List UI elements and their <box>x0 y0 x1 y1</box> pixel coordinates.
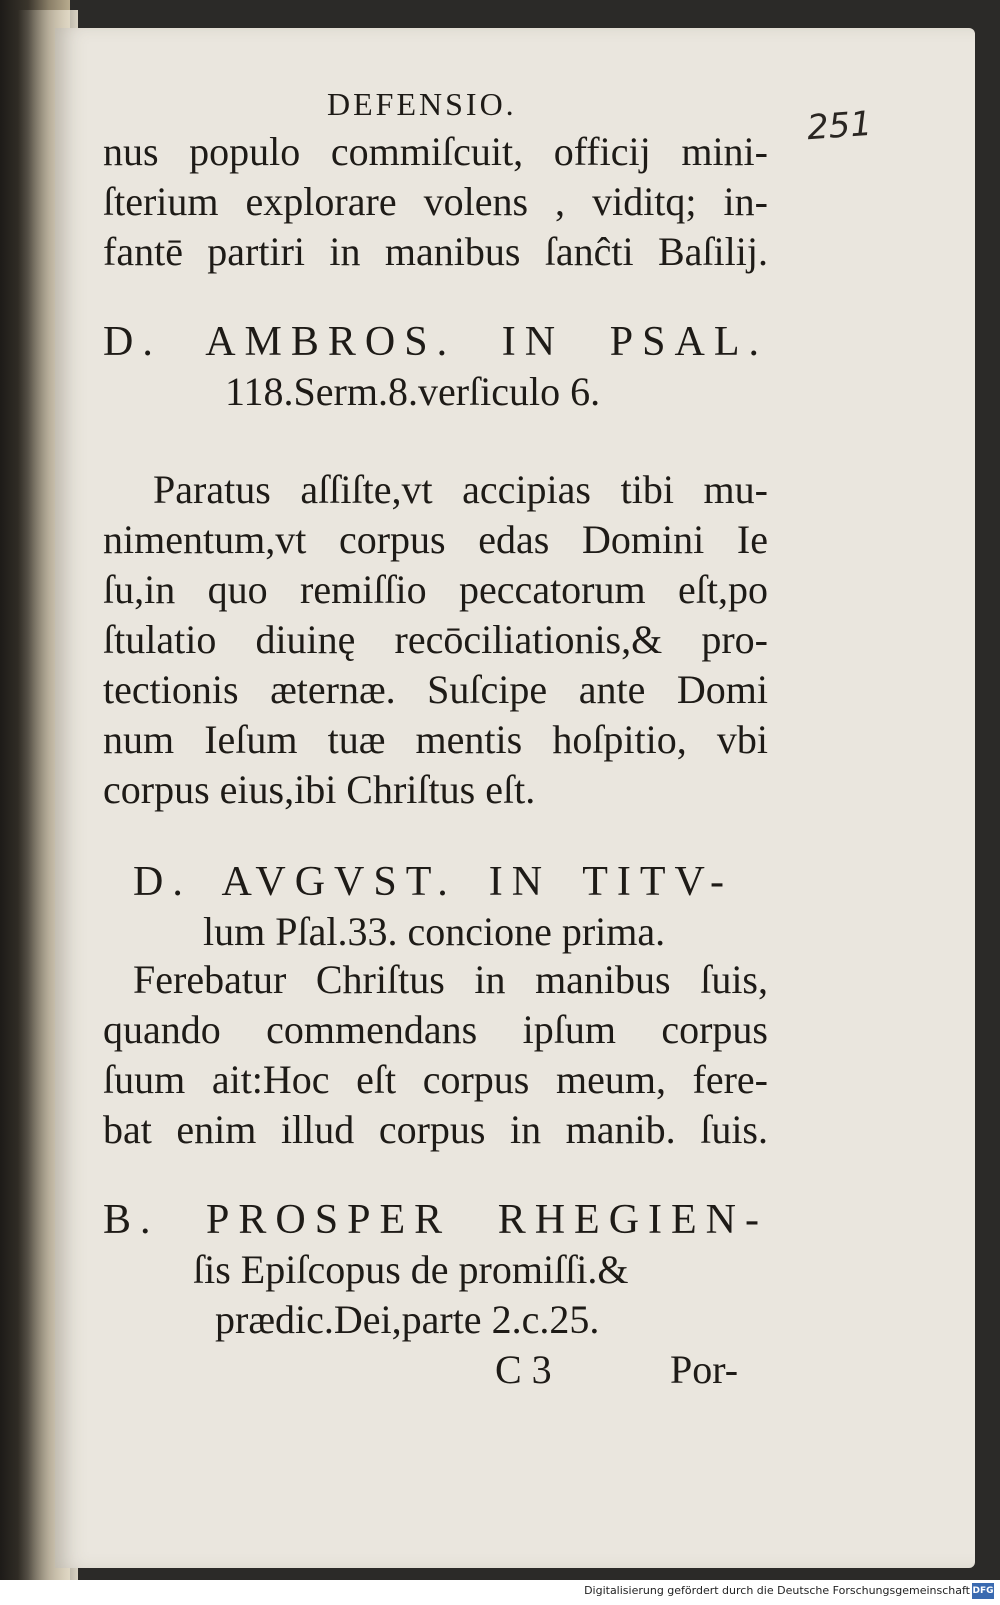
text-line: Paratus aſſiſte,vt accipias tibi mu- <box>153 467 768 512</box>
section-subheading: prædic.Dei,parte 2.c.25. <box>215 1297 600 1342</box>
page-text <box>55 28 975 1568</box>
signature-mark: C 3 <box>495 1347 552 1392</box>
text-line: tectionis æternæ. Suſcipe ante Domi <box>103 667 768 712</box>
section-subheading: 118.Serm.8.verſiculo 6. <box>225 369 601 414</box>
text-line: ſtulatio diuinę recōciliationis,& pro- <box>103 617 768 662</box>
text-line: nus populo commiſcuit, officij mini- <box>103 129 768 174</box>
text-line: ſu,in quo remiſſio peccatorum eſt,po <box>103 567 768 612</box>
text-line: num Ieſum tuæ mentis hoſpitio, vbi <box>103 717 768 762</box>
footer-credit: Digitalisierung gefördert durch die Deutsche Forschungsgemeinschaft <box>584 1584 970 1597</box>
running-head: DEFENSIO. <box>327 86 517 122</box>
text-line: ſuum ait:Hoc eſt corpus meum, fere- <box>103 1057 768 1102</box>
text-line: Ferebatur Chriſtus in manibus ſuis, <box>133 957 768 1002</box>
text-line: corpus eius,ibi Chriſtus eſt. <box>103 767 536 812</box>
dfg-logo: DFG <box>972 1583 994 1599</box>
section-subheading: ſis Epiſcopus de promiſſi.& <box>193 1247 629 1292</box>
text-line: quando commendans ipſum corpus <box>103 1007 768 1052</box>
section-heading: D. AVGVST. IN TITV- <box>133 859 733 905</box>
handwritten-folio-number: 251 <box>805 103 874 149</box>
text-line: bat enim illud corpus in manib. ſuis. <box>103 1107 768 1152</box>
book-page <box>55 28 975 1568</box>
section-heading: D. AMBROS. IN PSAL. <box>103 319 768 365</box>
section-heading: B. PROSPER RHEGIEN- <box>103 1197 768 1243</box>
catchword: Por- <box>670 1347 739 1392</box>
text-line: fantē partiri in manibus ſanĉti Baſilij. <box>103 229 768 274</box>
section-subheading: lum Pſal.33. concione prima. <box>203 909 666 954</box>
text-line: nimentum,vt corpus edas Domini Ie <box>103 517 768 562</box>
text-line: ſterium explorare volens , viditq; in- <box>103 179 768 224</box>
